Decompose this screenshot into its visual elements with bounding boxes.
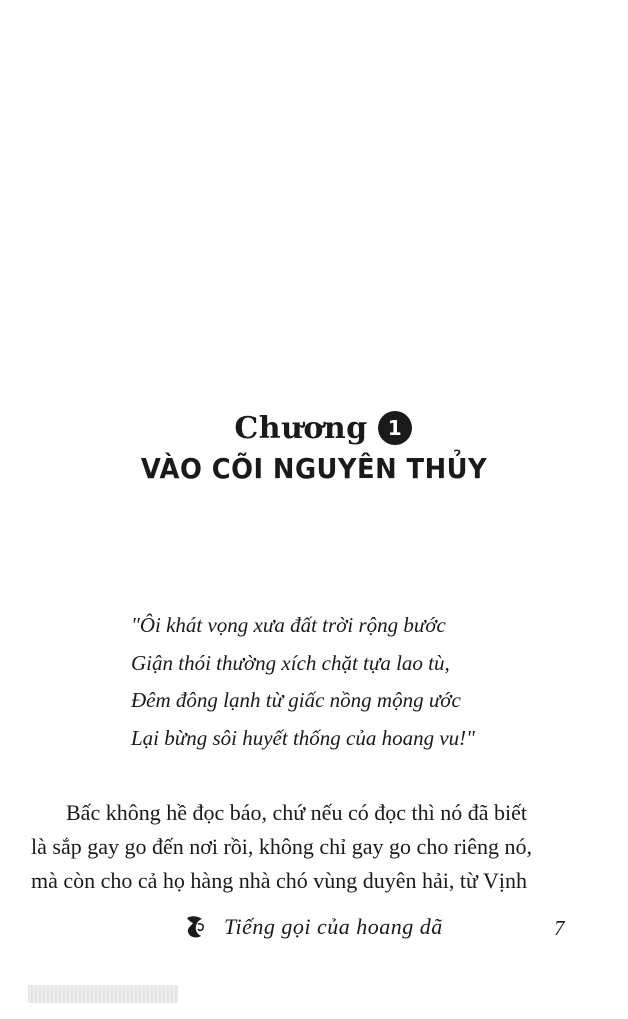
chapter-label: Chương [234,410,368,446]
chapter-number-badge: 1 [378,411,412,445]
body-paragraph [31,796,578,898]
body-line: là sắp gay go đến nơi rồi, không chỉ gay go cho riêng nó, [31,834,533,859]
scan-artifact [28,985,178,1003]
book-title: Tiếng gọi của hoang dã [224,914,443,939]
body-line: mà còn cho cả họ hàng nhà chó vùng duyên hải, từ Vịnh [31,868,528,893]
epigraph-poem [131,607,571,757]
ornament-icon [184,914,206,940]
chapter-heading [0,406,628,450]
chapter-title: VÀO CÕI NGUYÊN THỦY [140,452,488,485]
poem-line: Giận thói thường xích chặt tựa lao tù, [131,650,450,675]
poem-line: "Ôi khát vọng xưa đất trời rộng bước [131,613,446,637]
page-number: 7 [554,916,565,940]
poem-line: Đêm đông lạnh từ giấc nồng mộng ước [131,688,461,712]
running-footer [184,914,584,944]
body-line: Bấc không hề đọc báo, chứ nếu có đọc thì nó đã biết [66,800,527,825]
poem-line: Lại bừng sôi huyết thống của hoang vu!" [131,725,475,750]
